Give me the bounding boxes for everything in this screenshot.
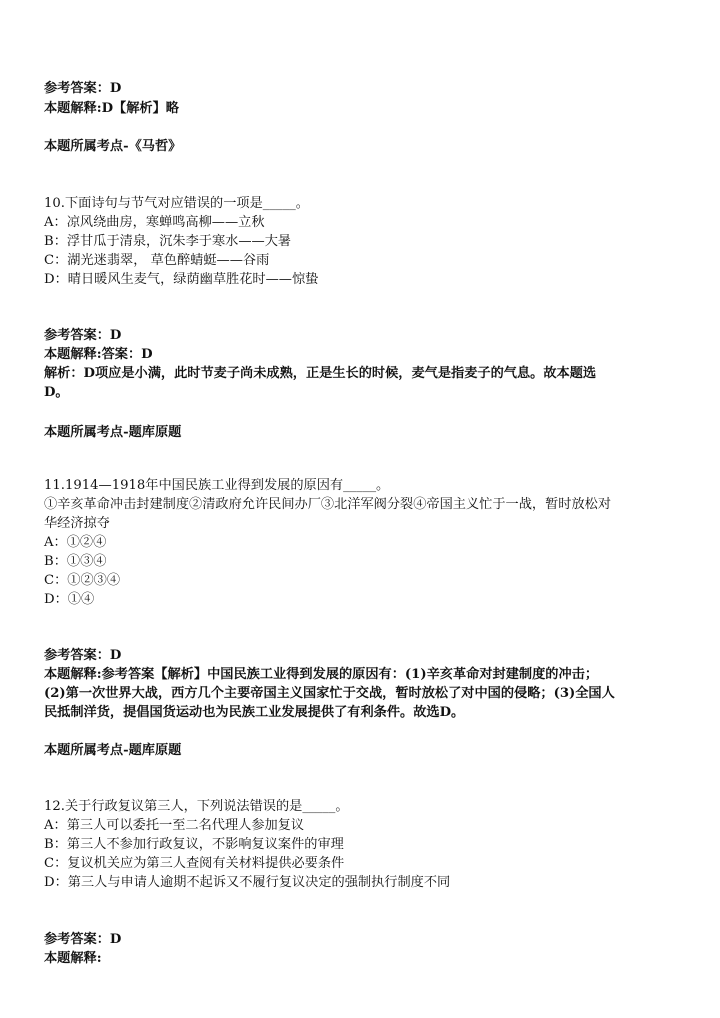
question-stem: 11.1914—1918年中国民族工业得到发展的原因有_____。 xyxy=(44,478,390,493)
question-context: 华经济掠夺 xyxy=(44,516,110,531)
analysis-line: 解析：D项应是小满，此时节麦子尚未成熟，正是生长的时候，麦气是指麦子的气息。故本题选 xyxy=(44,366,597,381)
topic-line: 本题所属考点-《马哲》 xyxy=(44,139,182,154)
option-a: A：第三人可以委托一至二名代理人参加复议 xyxy=(44,818,305,833)
option-b: B：浮甘瓜于清泉，沉朱李于寒水——大暑 xyxy=(44,234,292,249)
explanation-line: 本题解释:参考答案【解析】中国民族工业得到发展的原因有：(1)辛亥革命对封建制度的冲击； xyxy=(44,667,599,682)
option-c: C：①②③④ xyxy=(44,573,121,588)
answer-line: 参考答案：D xyxy=(44,932,122,947)
option-b: B：①③④ xyxy=(44,554,107,569)
option-d: D：①④ xyxy=(44,592,95,607)
option-a: A：凉风绕曲房，寒蝉鸣高柳——立秋 xyxy=(44,215,265,230)
option-d: D：第三人与申请人逾期不起诉又不履行复议决定的强制执行制度不同 xyxy=(44,875,451,890)
topic-line: 本题所属考点-题库原题 xyxy=(44,425,182,440)
question-stem: 12.关于行政复议第三人，下列说法错误的是_____。 xyxy=(44,799,349,814)
explanation-line: 本题解释:D【解析】略 xyxy=(44,101,179,116)
question-context: ①辛亥革命冲击封建制度②清政府允许民间办厂③北洋军阀分裂④帝国主义忙于一战，暂时放松对 xyxy=(44,497,612,512)
option-c: C：湖光迷翡翠， 草色醉蜻蜓——谷雨 xyxy=(44,253,270,268)
option-c: C：复议机关应为第三人查阅有关材料提供必要条件 xyxy=(44,856,345,871)
question-stem: 10.下面诗句与节气对应错误的一项是_____。 xyxy=(44,196,309,211)
explanation-line: 民抵制洋货，提倡国货运动也为民族工业发展提供了有利条件。故选D。 xyxy=(44,705,465,720)
explanation-line: (2)第一次世界大战，西方几个主要帝国主义国家忙于交战，暂时放松了对中国的侵略；(3)全国人 xyxy=(44,686,615,701)
answer-line: 参考答案：D xyxy=(44,328,122,343)
topic-line: 本题所属考点-题库原题 xyxy=(44,743,182,758)
analysis-line: D。 xyxy=(44,385,69,400)
option-a: A：①②④ xyxy=(44,535,107,550)
answer-line: 参考答案：D xyxy=(44,81,122,96)
answer-line: 参考答案：D xyxy=(44,648,122,663)
explanation-line: 本题解释:答案：D xyxy=(44,347,153,362)
explanation-line: 本题解释: xyxy=(44,951,102,966)
option-b: B：第三人不参加行政复议，不影响复议案件的审理 xyxy=(44,837,344,852)
option-d: D：晴日暖风生麦气，绿荫幽草胜花时——惊蛰 xyxy=(44,272,319,287)
